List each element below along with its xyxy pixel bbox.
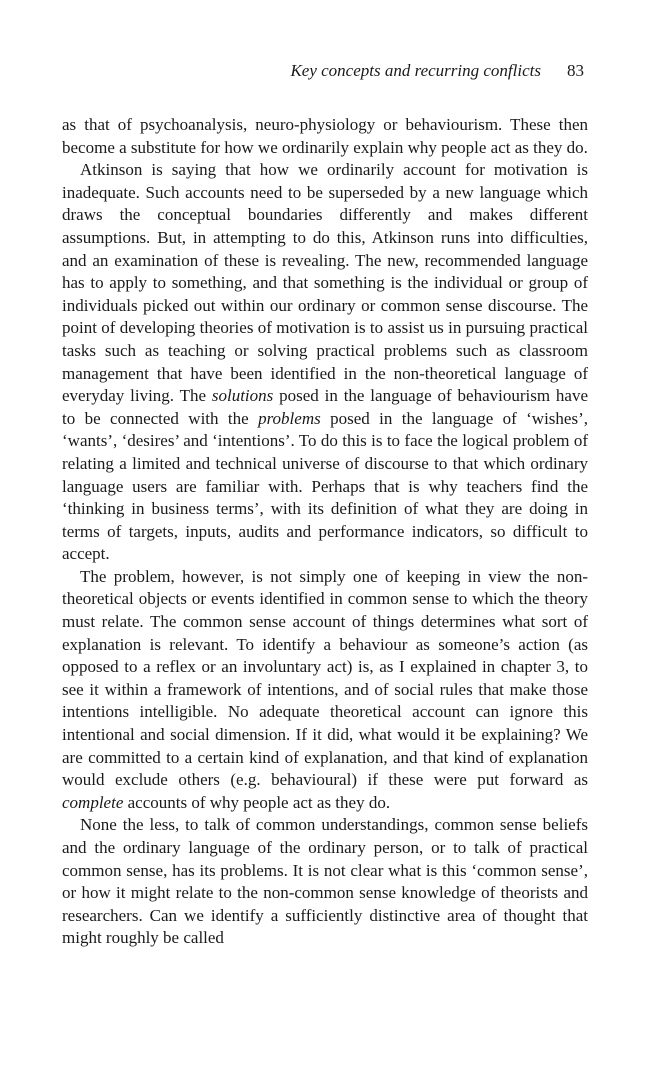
italic-text-segment: complete <box>62 792 124 812</box>
text-segment: accounts of why people act as they do. <box>123 792 391 812</box>
page-number: 83 <box>567 61 584 80</box>
italic-text-segment: problems <box>258 408 321 428</box>
text-segment: None the less, to talk of common understandings, common sense beliefs and the ordinary language of the ordinary person, or to talk of practical common sense, has its problems. It is not clear what is this ‘common sense’, or how it might relate to the non-common sense knowledge of theorists and researchers. Can we identify a sufficiently distinctive area of thought that might roughly be called <box>62 815 588 948</box>
paragraph <box>62 114 588 159</box>
italic-text-segment: solutions <box>211 386 274 406</box>
paragraph <box>62 159 588 566</box>
text-segment: Atkinson is saying that how we ordinarily account for motivation is inadequate. Such accounts need to be superseded by a new language which draws the conceptual boundaries differently and makes different assumptions. But, in attempting to do this, Atkinson runs into difficulties, and an examination of these is revealing. The new, recommended language has to apply to something, and that something is the individual or group of individuals picked out within our ordinary or common sense discourse. The point of developing theories of motivation is to assist us in pursuing practical tasks such as teaching or solving practical problems such as classroom management that have been identified in the non-theoretical language of everyday living. The <box>62 160 588 406</box>
text-segment: posed in the language of behaviourism have to be connected with the <box>62 386 588 428</box>
text-segment: posed in the language of ‘wishes’, ‘wants’, ‘desires’ and ‘intentions’. To do this is to face the logical problem of relating a limited and technical universe of discourse to that which ordinary language users are familiar with. Perhaps that is why teachers find the ‘thinking in business terms’, with its definition of what they are doing in terms of targets, inputs, audits and performance indicators, so difficult to accept. <box>62 408 588 564</box>
text-segment: The problem, however, is not simply one of keeping in view the non-theoretical objects or events identified in common sense to which the theory must relate. The common sense account of things determines what sort of explanation is relevant. To identify a behaviour as someone’s action (as opposed to a reflex or an involuntary act) is, as I explained in chapter 3, to see it within a framework of intentions, and of social rules that make those intentions intelligible. No adequate theoretical account can ignore this intentional and social dimension. If it did, what would it be explaining? We are committed to a certain kind of explanation, and that kind of explanation would exclude others (e.g. behavioural) if these were put forward as <box>62 566 588 790</box>
text-segment: as that of psychoanalysis, neuro-physiology or behaviourism. These then become a substitute for how we ordinarily explain why people act as they do. <box>62 115 588 157</box>
body-text <box>62 114 588 950</box>
paragraph <box>62 814 588 950</box>
paragraph <box>62 566 588 815</box>
running-header <box>290 60 584 82</box>
running-title: Key concepts and recurring conflicts <box>290 61 541 80</box>
